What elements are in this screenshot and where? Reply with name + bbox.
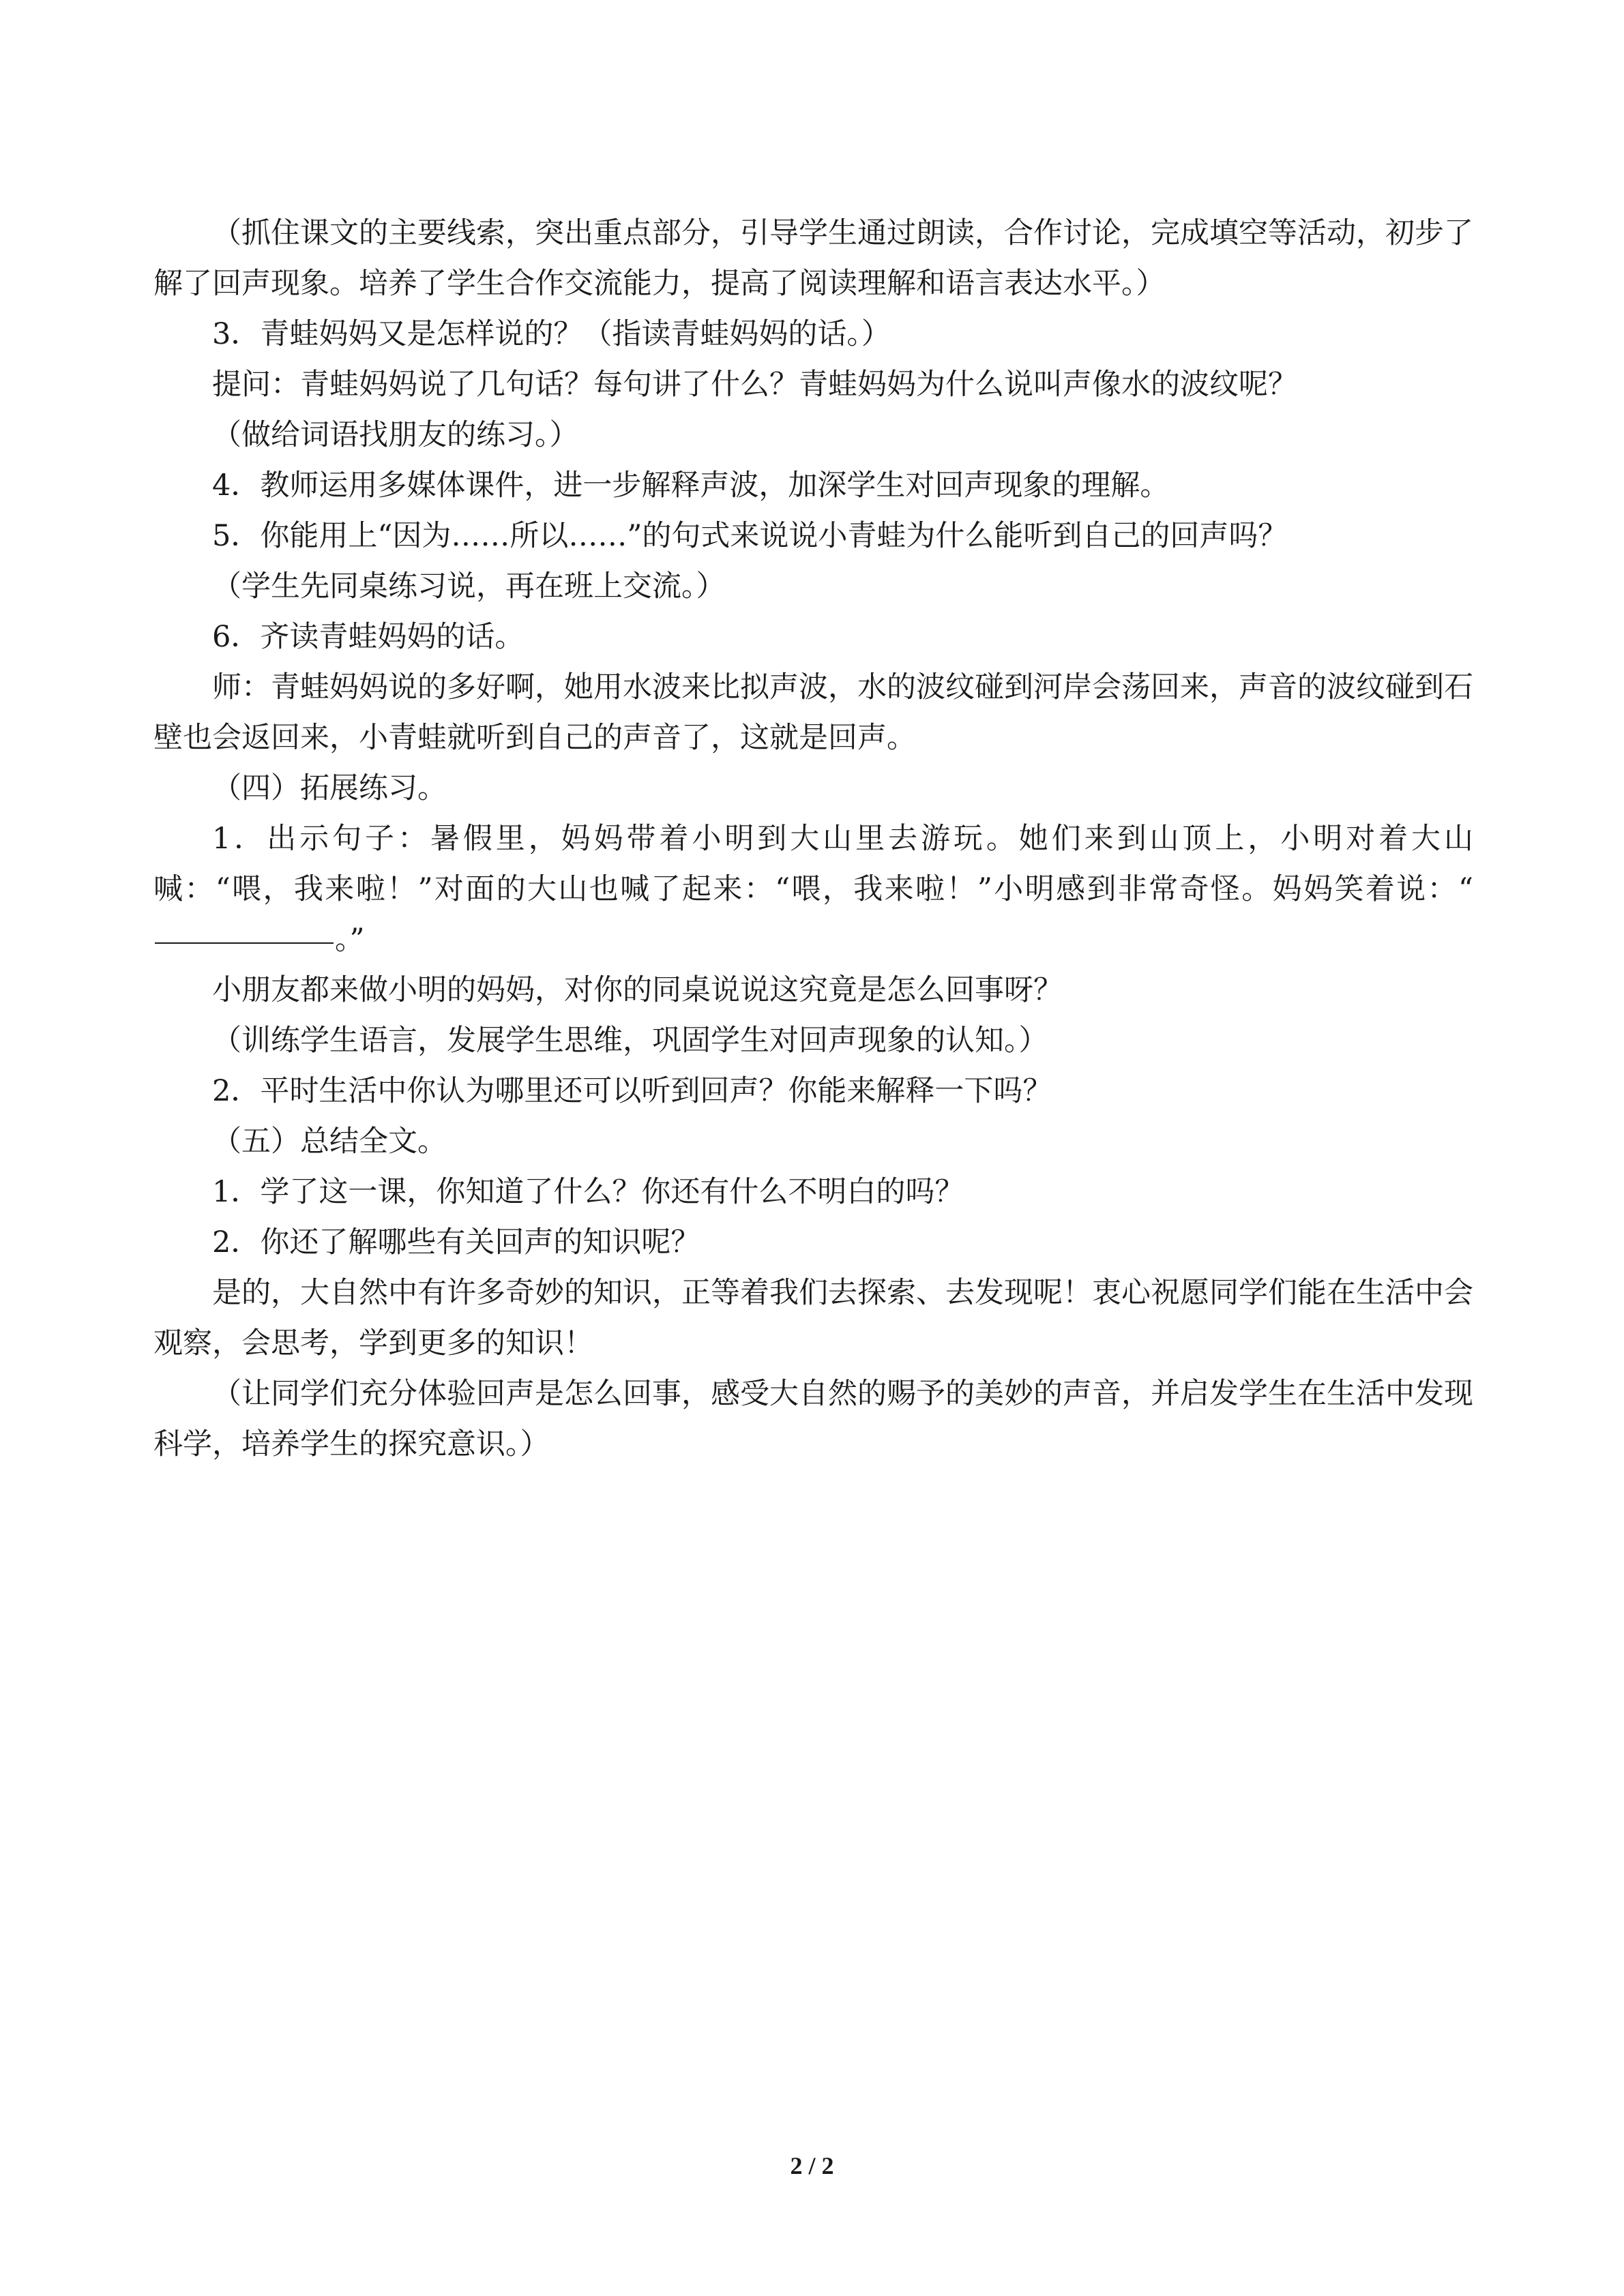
paragraph-closing: 是的，大自然中有许多奇妙的知识，正等着我们去探索、去发现呢！衷心祝愿同学们能在生活中会观察，会思考，学到更多的知识！ (153, 1276, 1473, 1360)
paragraph-step-5: 5．你能用上“因为……所以……”的句式来说说小青蛙为什么能听到自己的回声吗？ (212, 519, 1288, 553)
paragraph-closing-note: （让同学们充分体验回声是怎么回事，感受大自然的赐予的美妙的声音，并启发学生在生活中发现科学，培养学生的探究意识。） (153, 1377, 1473, 1461)
page-number: 2 / 2 (790, 2152, 834, 2179)
paragraph-teacher-explanation: 师：青蛙妈妈说的多好啊，她用水波来比拟声波，水的波纹碰到河岸会荡回来，声音的波纹碰到石壁也会返回来，小青蛙就听到自己的声音了，这就是回声。 (153, 670, 1473, 755)
paragraph-extension-question-2: 2．平时生活中你认为哪里还可以听到回声？你能来解释一下吗？ (212, 1074, 1052, 1108)
paragraph-training-note: （训练学生语言，发展学生思维，巩固学生对回声现象的认知。） (212, 1024, 1048, 1058)
exercise-text: 1．出示句子：暑假里，妈妈带着小明到大山里去游玩。她们来到山顶上，小明对着大山喊：“喂，我来啦！”对面的大山也喊了起来：“喂，我来啦！”小明感到非常奇怪。妈妈笑着说：“ (153, 822, 1473, 906)
fill-in-blank-line (155, 942, 334, 944)
paragraph-summary-question-2: 2．你还了解哪些有关回声的知识呢？ (212, 1225, 700, 1259)
exercise-end: 。” (335, 923, 365, 957)
paragraph-extension-exercise (153, 814, 1473, 965)
paragraph-practice-note: （学生先同桌练习说，再在班上交流。） (212, 569, 726, 603)
section-heading-extension: （四）拓展练习。 (212, 771, 447, 805)
section-heading-summary: （五）总结全文。 (212, 1124, 447, 1159)
paragraph-question: 提问：青蛙妈妈说了几句话？每句讲了什么？青蛙妈妈为什么说叫声像水的波纹呢？ (212, 368, 1297, 402)
paragraph-word-exercise-note: （做给词语找朋友的练习。） (212, 418, 579, 452)
paragraph-step-4: 4．教师运用多媒体课件，进一步解释声波，加深学生对回声现象的理解。 (212, 468, 1170, 503)
paragraph-role-play: 小朋友都来做小明的妈妈，对你的同桌说说这究竟是怎么回事呀？ (212, 973, 1063, 1007)
document-body (153, 208, 1473, 1470)
paragraph-step-6: 6．齐读青蛙妈妈的话。 (212, 620, 525, 654)
paragraph-summary-note: （抓住课文的主要线索，突出重点部分，引导学生通过朗读，合作讨论，完成填空等活动，初步了解了回声现象。培养了学生合作交流能力，提高了阅读理解和语言表达水平。） (153, 216, 1473, 301)
paragraph-summary-question-1: 1．学了这一课，你知道了什么？你还有什么不明白的吗？ (212, 1175, 964, 1209)
paragraph-step-3: 3．青蛙妈妈又是怎样说的？（指读青蛙妈妈的话。） (212, 317, 891, 351)
